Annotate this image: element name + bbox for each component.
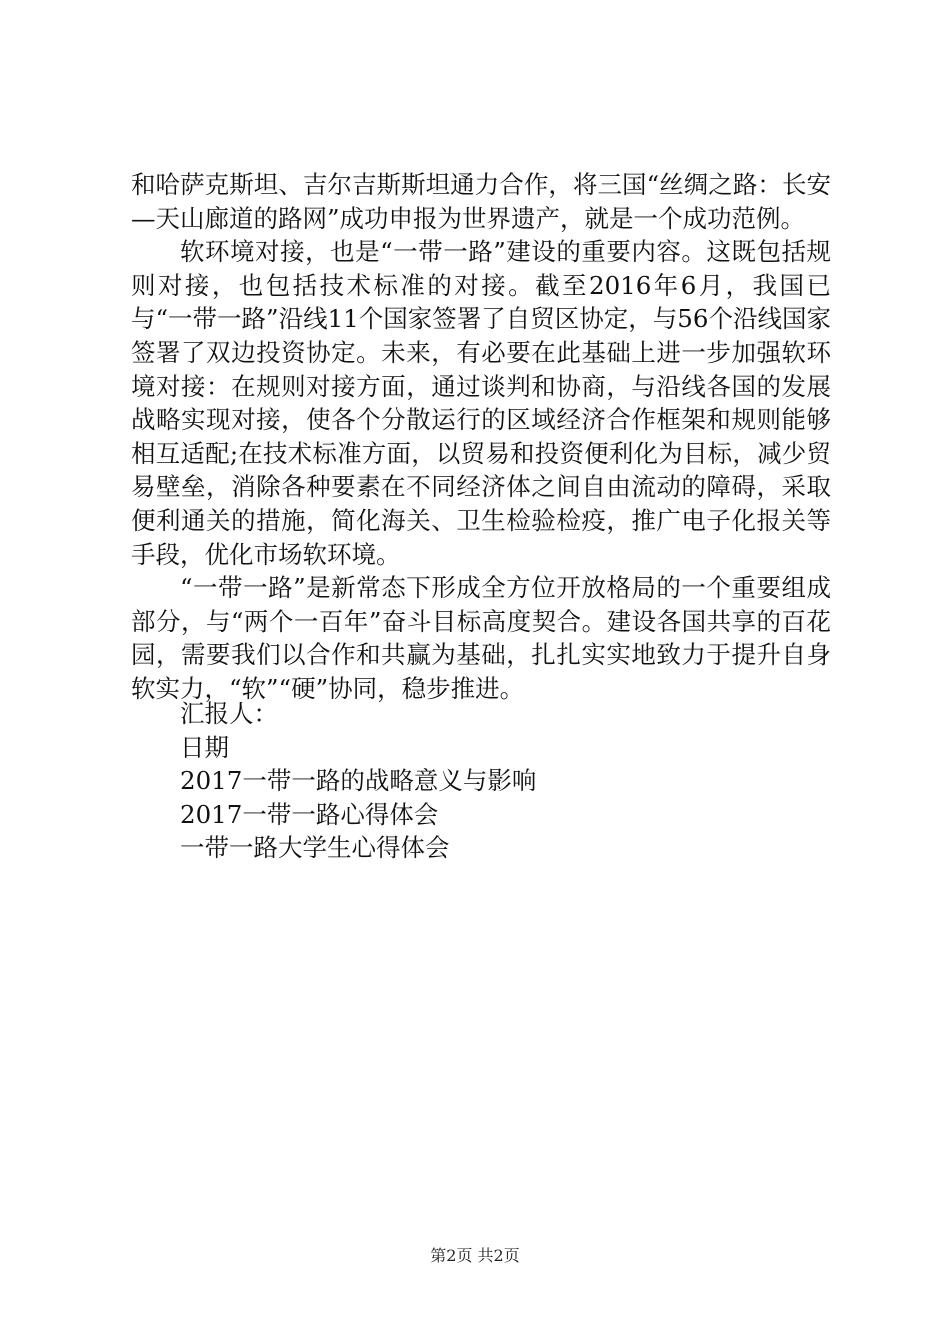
paragraph-soft-environment: 软环境对接，也是“一带一路”建设的重要内容。这既包括规则对接，也包括技术标准的对接。截至2016年6月，我国已与“一带一路”沿线11个国家签署了自贸区协定，与56个沿线国家签署了双边投资协定。未来，有必要在此基础上进一步加强软环境对接：在规则对接方面，通过谈判和协商，与沿线各国的发展战略实现对接，使各个分散运行的区域经济合作框架和规则能够相互适配;在技术标准方面，以贸易和投资便利化为目标，减少贸易壁垒，消除各种要素在不同经济体之间自由流动的障碍，采取便利通关的措施，简化海关、卫生检验检疫，推广电子化报关等手段，优化市场软环境。 <box>131 237 831 569</box>
related-title-1: 2017一带一路的战略意义与影响 <box>180 766 537 796</box>
paragraph-conclusion: “一带一路”是新常态下形成全方位开放格局的一个重要组成部分，与“两个一百年”奋斗目标高度契合。建设各国共享的百花园，需要我们以合作和共赢为基础，扎扎实实地致力于提升自身软实力，“软”“硬”协同，稳步推进。 <box>131 573 831 703</box>
date-label: 日期 <box>180 732 229 762</box>
signature-and-related-list <box>180 697 820 865</box>
related-title-3: 一带一路大学生心得体会 <box>180 833 450 863</box>
page-footer: 第2页 共2页 <box>430 1246 520 1265</box>
related-title-2: 2017一带一路心得体会 <box>180 799 439 829</box>
document-body <box>131 168 831 706</box>
paragraph-continuation: 和哈萨克斯坦、吉尔吉斯斯坦通力合作，将三国“丝绸之路：长安—天山廊道的路网”成功申报为世界遗产，就是一个成功范例。 <box>131 170 831 233</box>
reporter-label: 汇报人： <box>180 699 278 728</box>
